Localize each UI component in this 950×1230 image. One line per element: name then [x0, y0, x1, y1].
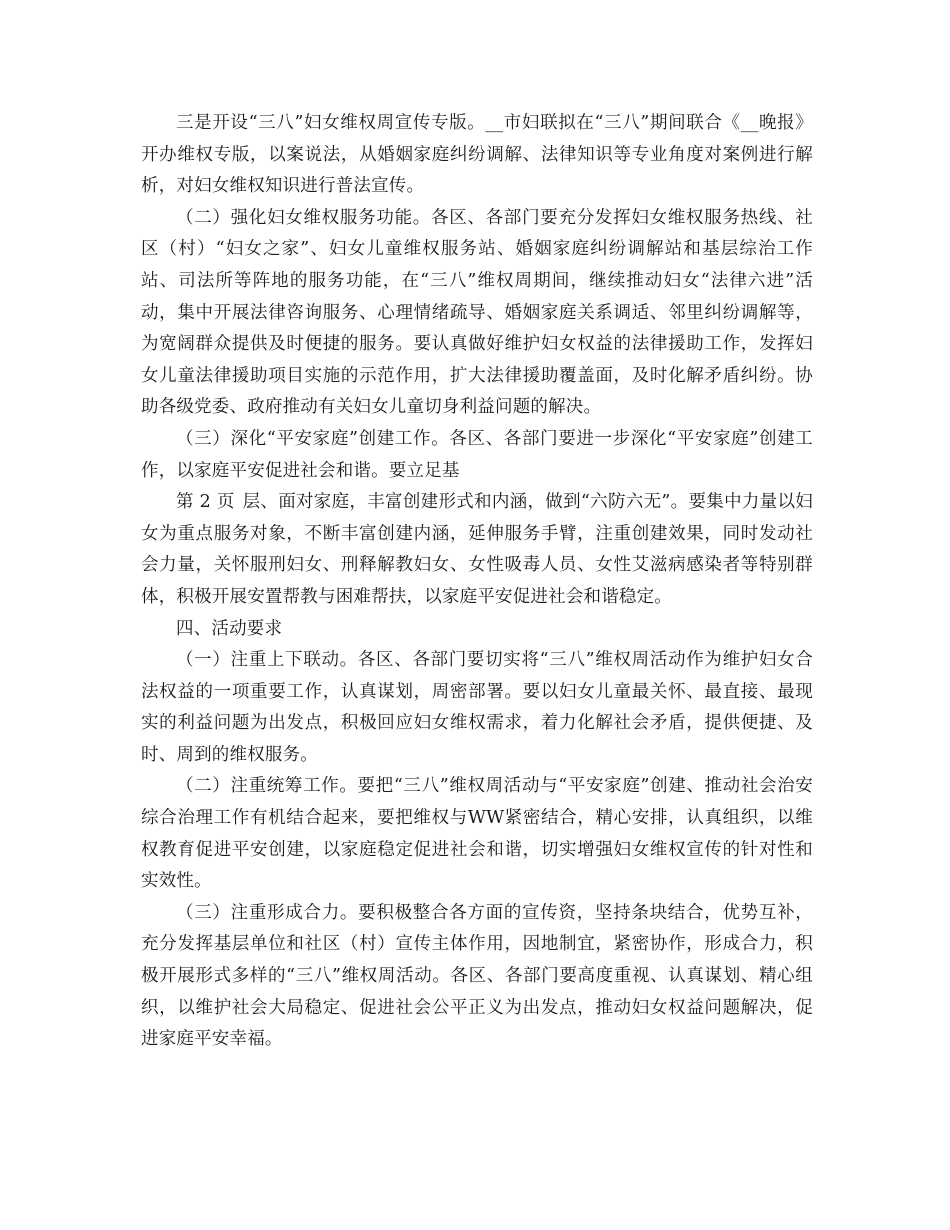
- paragraph-text: （三）注重形成合力。要积极整合各方面的宣传资，坚持条块结合，优势互补，充分发挥基层单位和社区（村）宣传主体作用，因地制宜，紧密协作，形成合力，积极开展形式多样的“三八”维权周活动。各区、各部门要高度重视、认真谋划、精心组织，以维护社会大局稳定、促进社会公平正义为出发点，推动妇女权益问题解决，促进家庭平安幸福。: [141, 902, 813, 1050]
- paragraph-text: （二）注重统筹工作。要把“三八”维权周活动与“平安家庭”创建、推动社会治安综合治理工作有机结合起来，要把维权与WW紧密结合，精心安排，认真组织，以维权教育促进平安创建，以家庭稳定促进社会和谐，切实增强妇女维权宣传的针对性和实效性。: [141, 776, 813, 892]
- paragraph-special-column: [141, 108, 813, 203]
- paragraph-coordination: [141, 645, 813, 771]
- paragraph-text: （二）强化妇女维权服务功能。各区、各部门要充分发挥妇女维权服务热线、社区（村）“妇女之家”、妇女儿童维权服务站、婚姻家庭纠纷调解站和基层综治工作站、司法所等阵地的服务功能，在“三八”维权周期间，继续推动妇女“法律六进”活动，集中开展法律咨询服务、心理情绪疏导、婚姻家庭关系调适、邻里纠纷调解等，为宽阔群众提供及时便捷的服务。要认真做好维护妇女权益的法律援助工作，发挥妇女儿童法律援助项目实施的示范作用，扩大法律援助覆盖面，及时化解矛盾纠纷。协助各级党委、政府推动有关妇女儿童切身利益问题的解决。: [141, 207, 813, 418]
- section-heading-requirements: [141, 614, 813, 646]
- paragraph-text: 层、面对家庭，丰富创建形式和内涵，做到“六防六无”。要集中力量以妇女为重点服务对象，不断丰富创建内涵，延伸服务手臂，注重创建效果，同时发动社会力量，关怀服刑妇女、刑释解教妇女、女性吸毒人员、女性艾滋病感染者等特别群体，积极开展安置帮教与困难帮扶，以家庭平安促进社会和谐稳定。: [141, 492, 814, 607]
- paragraph-text: （三）深化“平安家庭”创建工作。各区、各部门要进一步深化“平安家庭”创建工作，以家庭平安促进社会和谐。要立足基: [141, 428, 813, 481]
- heading-text: 四、活动要求: [176, 618, 283, 639]
- paragraph-overall-planning: [141, 771, 813, 897]
- paragraph-rights-service: [141, 203, 813, 424]
- document-body: [141, 108, 813, 1056]
- page-number-marker: 第 2 页: [176, 492, 235, 513]
- paragraph-text: 三是开设“三八”妇女维权周宣传专版。__市妇联拟在“三八”期间联合《__晚报》开办维权专版，以案说法，从婚姻家庭纠纷调解、法律知识等专业角度对案例进行解析，对妇女维权知识进行普法宣传。: [141, 113, 813, 197]
- paragraph-safe-family: [141, 424, 813, 487]
- paragraph-text: （一）注重上下联动。各区、各部门要切实将“三八”维权周活动作为维护妇女合法权益的一项重要工作，认真谋划，周密部署。要以妇女儿童最关怀、最直接、最现实的利益问题为出发点，积极回应妇女维权需求，着力化解社会矛盾，提供便捷、及时、周到的维权服务。: [141, 650, 813, 765]
- paragraph-safe-family-continued: [141, 487, 813, 613]
- paragraph-joint-force: [141, 898, 813, 1056]
